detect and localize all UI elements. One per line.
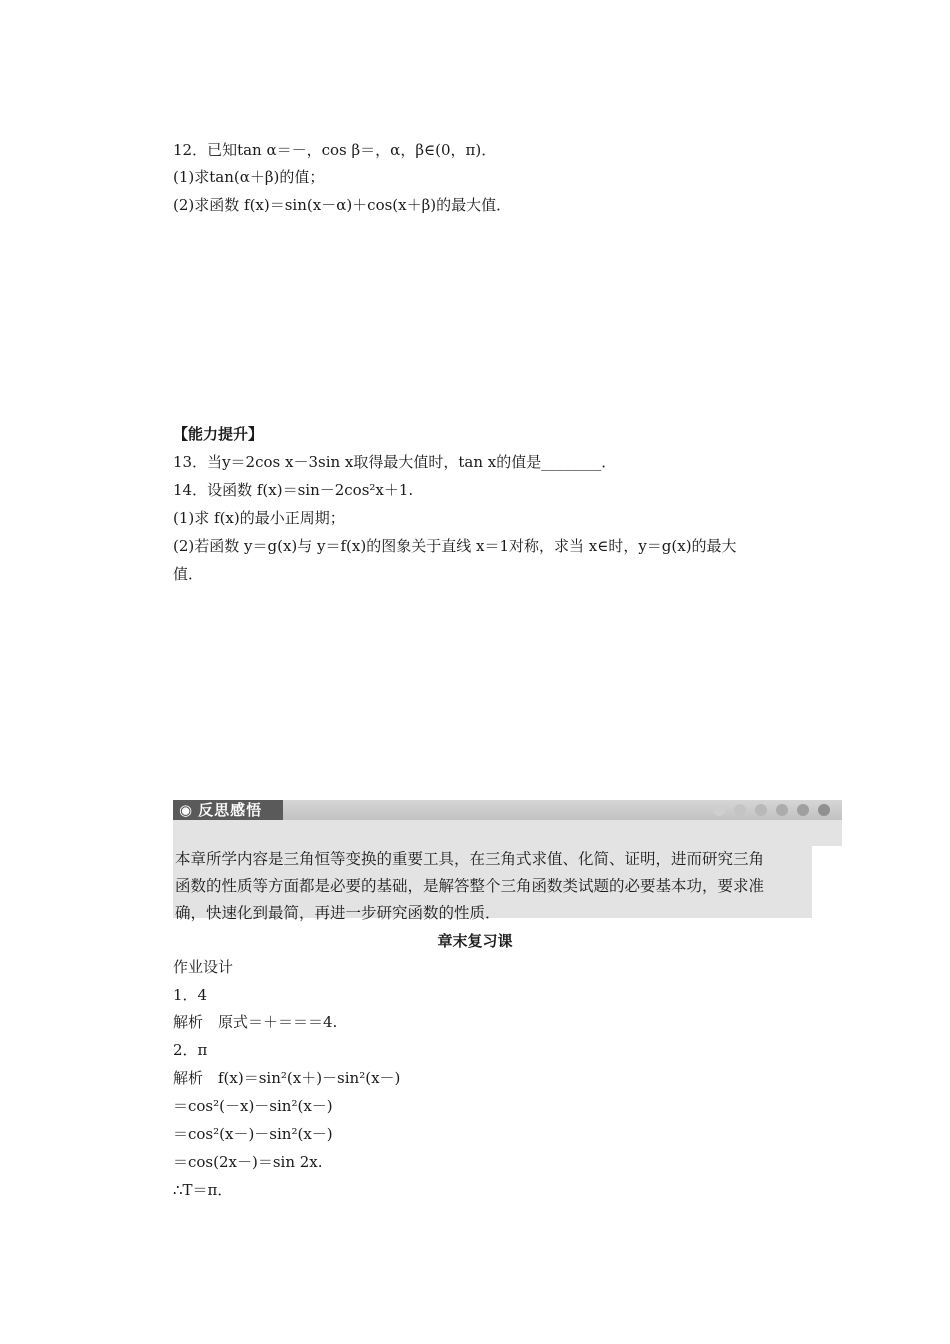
problem-12-stem: 12．已知tan α＝－，cos β＝，α，β∈(0，π)．: [173, 141, 497, 159]
reflection-tab: [173, 800, 283, 820]
problem-14-part-2-line-1: (2)若函数 y＝g(x)与 y＝f(x)的图象关于直线 x＝1对称，求当 x∈时，y＝g(x)的最大: [173, 537, 737, 555]
answer-2-solution-line-2: ＝cos²(－x)－sin²(x－): [173, 1097, 333, 1115]
reflection-line-1: 本章所学内容是三角恒等变换的重要工具，在三角式求值、化简、证明，进而研究三角: [175, 850, 765, 868]
dot-icon: [713, 804, 725, 816]
target-icon: ◉: [179, 801, 194, 819]
answer-2-solution-line-4: ＝cos(2x－)＝sin 2x.: [173, 1153, 323, 1171]
reflection-line-3: 确，快速化到最简，再进一步研究函数的性质．: [175, 904, 501, 922]
homework-section-label: 作业设计: [173, 958, 234, 976]
answer-2-solution-line-5: ∴T＝π．: [173, 1181, 233, 1199]
reflection-tab-label: 反思感悟: [198, 801, 263, 819]
problem-13: 13．当y＝2cos x－3sin x取得最大值时，tan x的值是________．: [173, 453, 617, 471]
chapter-title: 章末复习课: [437, 932, 513, 950]
answer-2: 2．π: [173, 1041, 208, 1059]
answer-1-solution: 解析 原式＝＋＝＝＝4.: [173, 1013, 338, 1031]
answer-2-solution-line-1: 解析 f(x)＝sin²(x＋)－sin²(x－): [173, 1069, 401, 1087]
dot-icon: [797, 804, 809, 816]
ability-heading: 【能力提升】: [173, 425, 264, 443]
decorative-dots: [713, 804, 830, 816]
reflection-header-bar: [173, 800, 842, 820]
problem-12-part-2: (2)求函数 f(x)＝sin(x－α)＋cos(x＋β)的最大值．: [173, 196, 512, 214]
problem-14-part-2-line-2: 值．: [173, 565, 204, 583]
dot-icon: [818, 804, 830, 816]
reflection-text-box: [173, 846, 812, 922]
dot-icon: [755, 804, 767, 816]
dot-icon: [776, 804, 788, 816]
dot-icon: [734, 804, 746, 816]
answer-1: 1．4: [173, 986, 208, 1004]
problem-14-stem: 14．设函数 f(x)＝sin－2cos²x＋1.: [173, 481, 414, 499]
problem-14-part-1: (1)求 f(x)的最小正周期；: [173, 509, 345, 527]
reflection-header-band: [173, 820, 842, 846]
answer-2-solution-line-3: ＝cos²(x－)－sin²(x－): [173, 1125, 333, 1143]
problem-12-part-1: (1)求tan(α＋β)的值；: [173, 168, 325, 186]
reflection-line-2: 函数的性质等方面都是必要的基础，是解答整个三角函数类试题的必要基本功，要求准: [175, 877, 765, 895]
